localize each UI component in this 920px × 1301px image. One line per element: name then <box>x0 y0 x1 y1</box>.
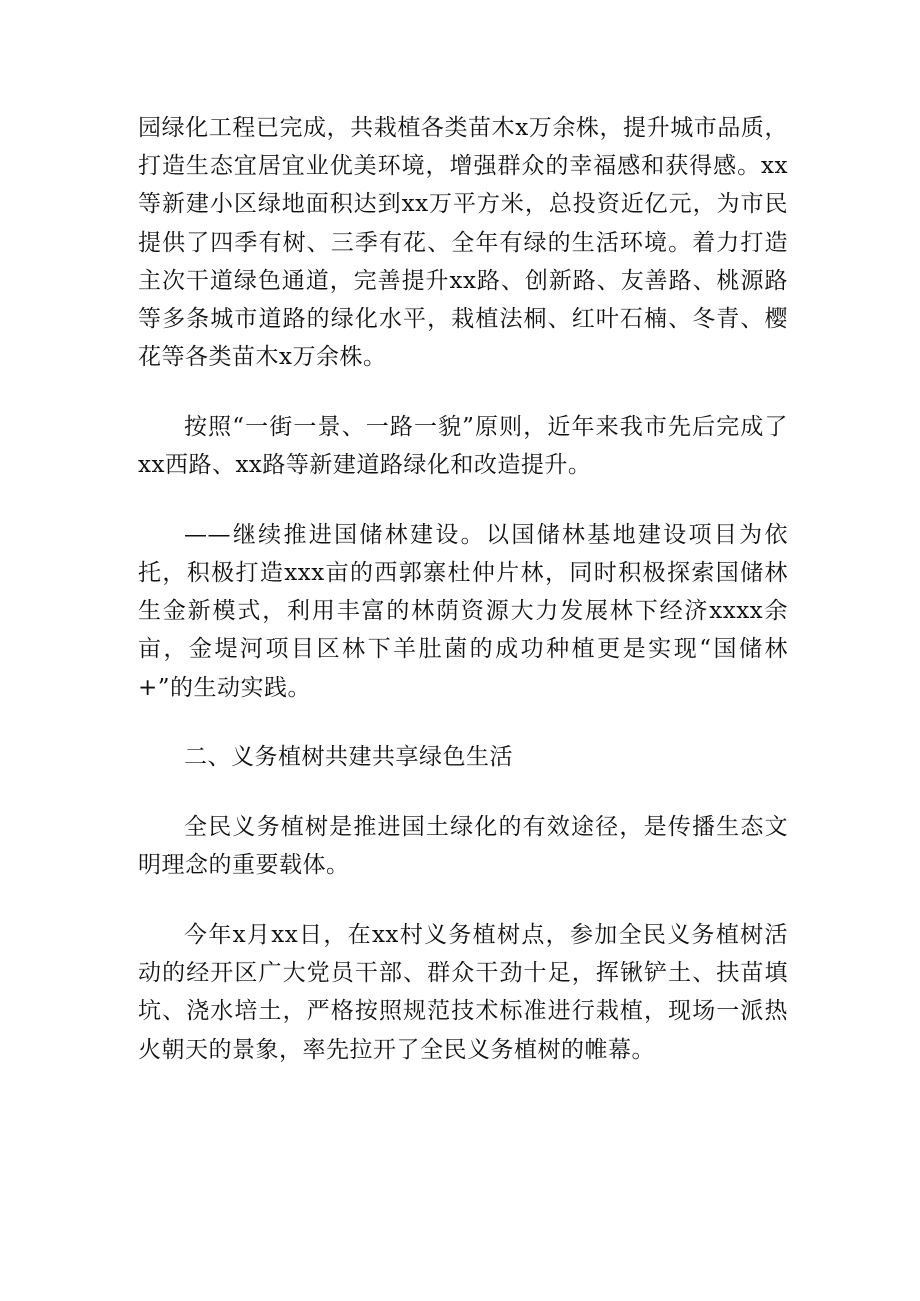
section-heading-tree-planting: 二、义务植树共建共享绿色生活 <box>184 744 513 771</box>
paragraph-planting-event: 今年x月xx日，在xx村义务植树点，参加全民义务植树活动的经开区广大党员干部、群众干劲十足，挥锹铲土、扶苗填坑、浇水培土，严格按照规范技术标准进行栽植，现场一派热火朝天的景象，率先拉开了全民义务植树的帷幕。 <box>138 921 788 1063</box>
paragraph-national-reserve-forest: ——继续推进国储林建设。以国储林基地建设项目为依托，积极打造xxx亩的西郭寨杜仲片林，同时积极探索国储林生金新模式，利用丰富的林荫资源大力发展林下经济xxxx余亩，金堤河项目区林下羊肚菌的成功种植更是实现“国储林+”的生动实践。 <box>138 521 788 701</box>
document-body <box>138 109 788 1100</box>
paragraph-road-greening: 按照“一街一景、一路一貌”原则，近年来我市先后完成了xx西路、xx路等新建道路绿化和改造提升。 <box>138 413 788 479</box>
paragraph-voluntary-planting: 全民义务植树是推进国土绿化的有效途径，是传播生态文明理念的重要载体。 <box>138 814 788 879</box>
paragraph-greening-projects: 园绿化工程已完成，共栽植各类苗木x万余株，提升城市品质，打造生态宜居宜业优美环境，增强群众的幸福感和获得感。xx等新建小区绿地面积达到xx万平方米，总投资近亿元，为市民提供了四季有树、三季有花、全年有绿的生活环境。着力打造主次干道绿色通道，完善提升xx路、创新路、友善路、桃源路等多条城市道路的绿化水平，栽植法桐、红叶石楠、冬青、樱花等各类苗木x万余株。 <box>138 115 788 371</box>
